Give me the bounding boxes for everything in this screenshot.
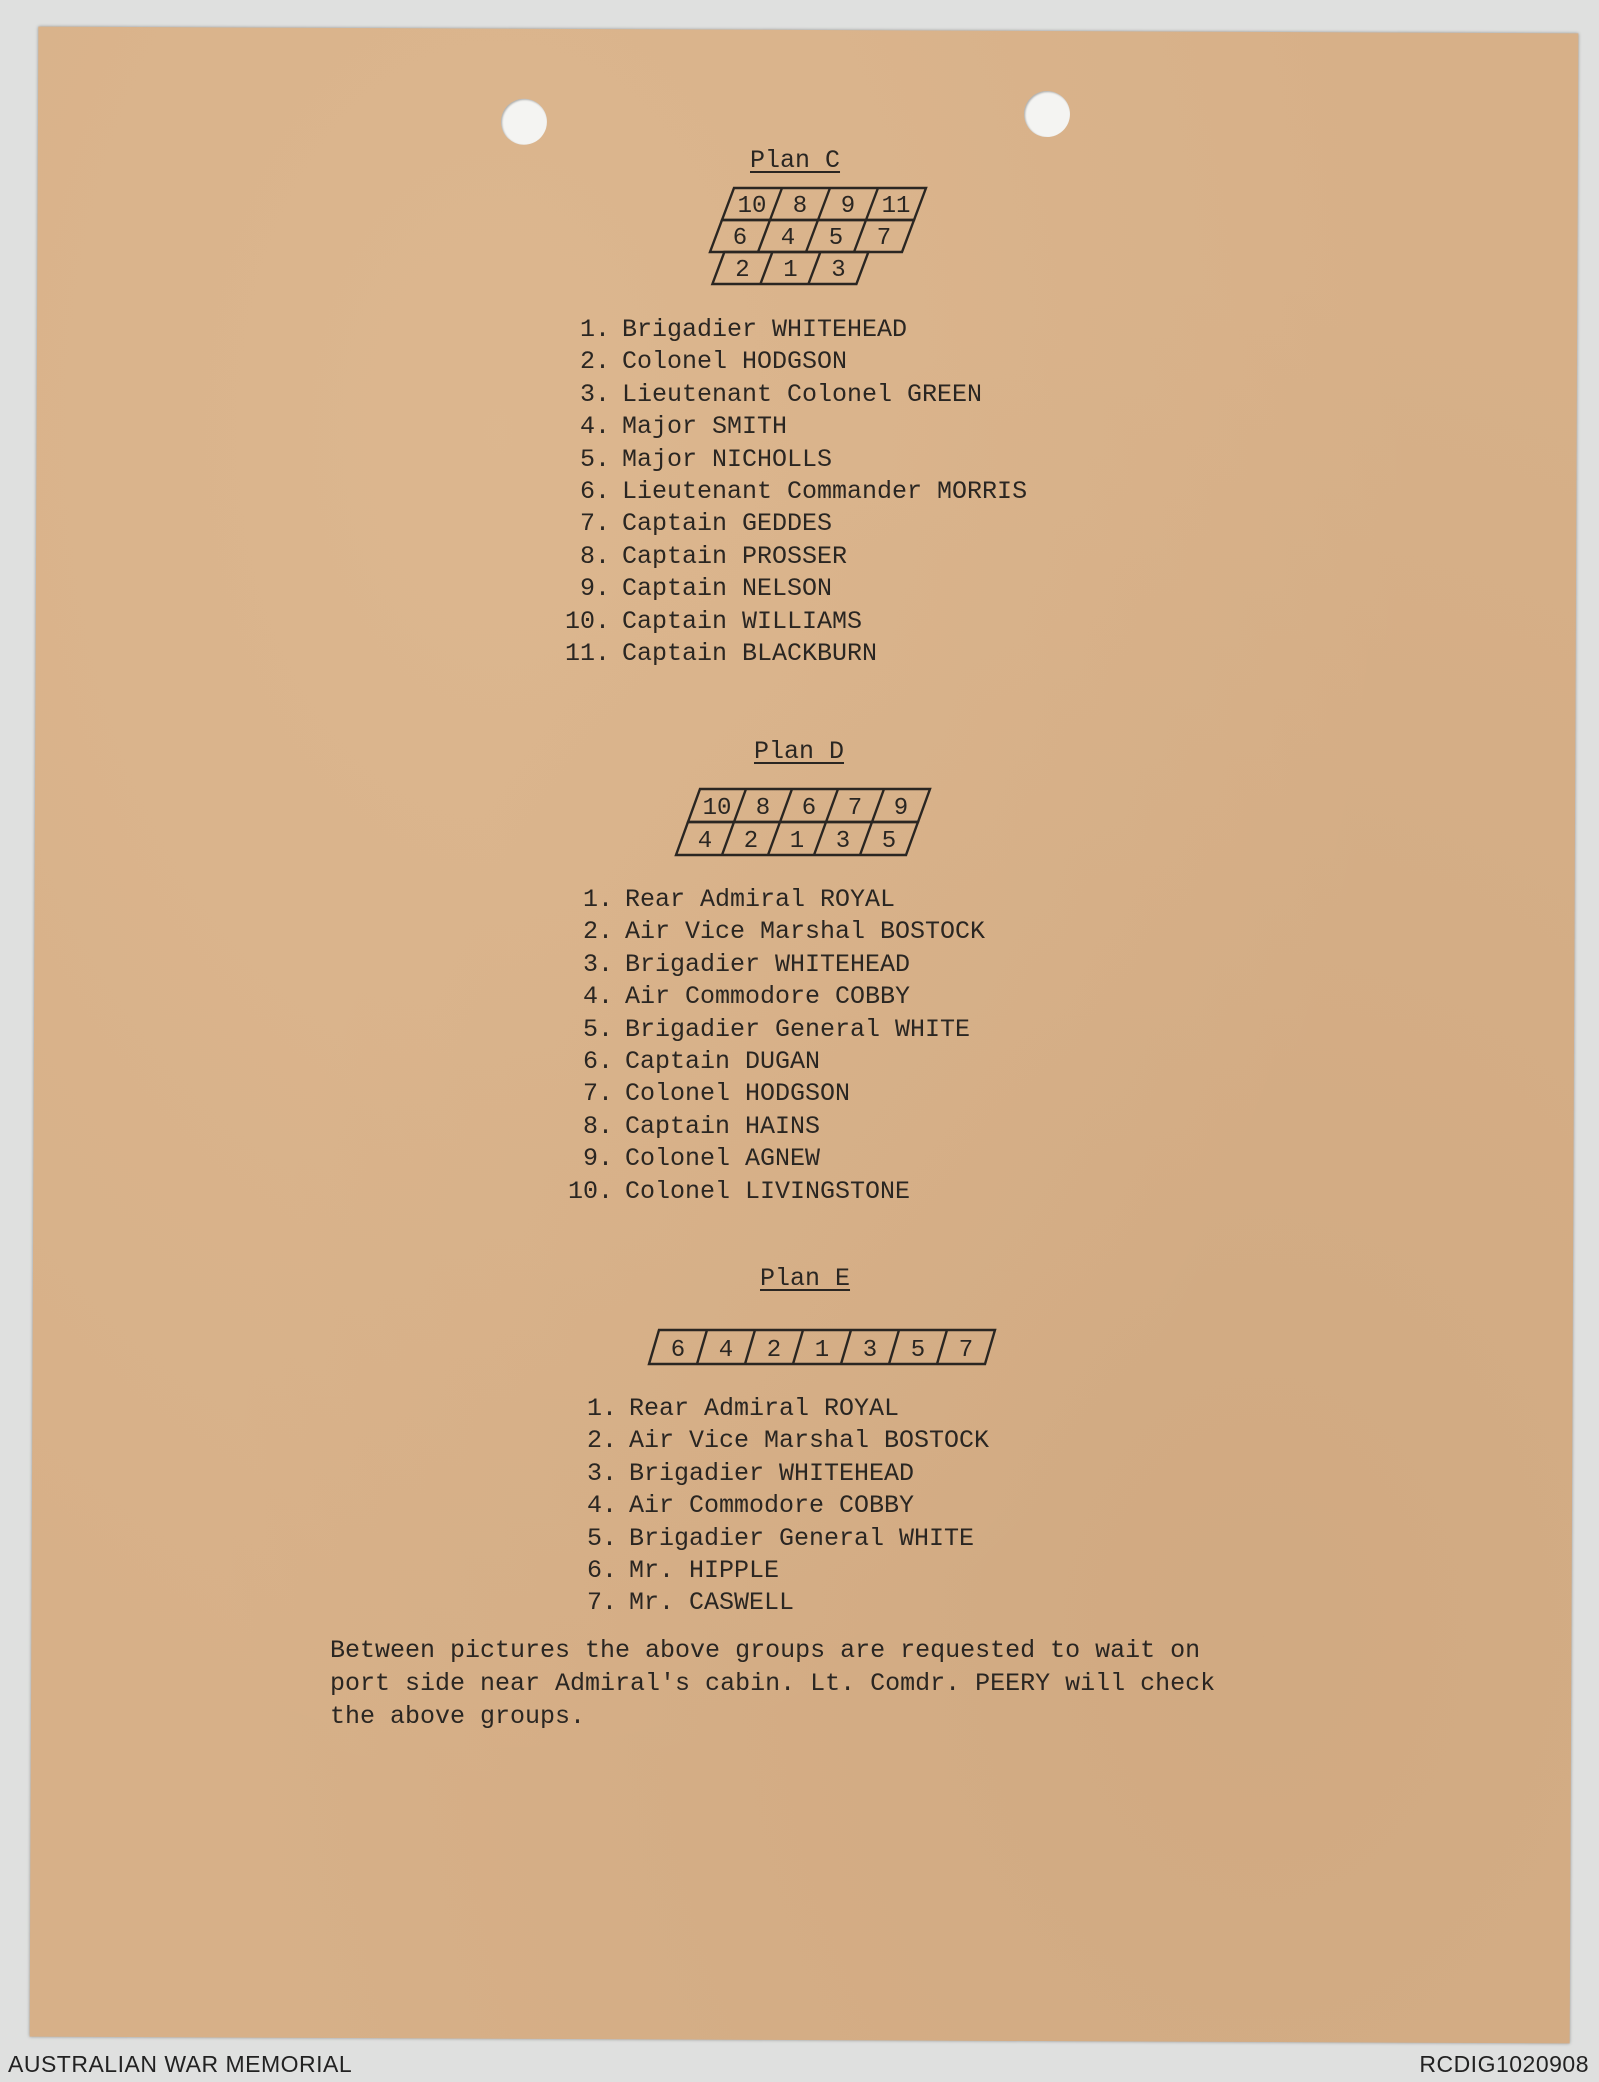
diagram-position-number: 3 — [831, 257, 846, 284]
diagram-position-number: 9 — [840, 193, 856, 220]
list-item — [550, 638, 1027, 670]
list-item-number: 2. — [582, 917, 613, 947]
list-item-text: Brigadier WHITEHEAD — [629, 1458, 915, 1488]
list-item-text: Captain WILLIAMS — [622, 606, 863, 636]
plan-e-list — [557, 1393, 989, 1620]
diagram-cell-divider — [768, 822, 780, 855]
diagram-position-number: 1 — [789, 828, 805, 855]
list-item-text: Air Vice Marshal BOSTOCK — [625, 917, 986, 947]
plan-c-list — [550, 314, 1027, 670]
list-item — [550, 346, 1027, 378]
diagram-position-number: 7 — [847, 795, 863, 822]
list-item — [557, 1523, 989, 1555]
list-item — [550, 444, 1027, 476]
list-item — [550, 573, 1027, 605]
list-item — [553, 916, 985, 948]
diagram-cell-divider — [780, 789, 792, 822]
list-item-text: Captain HAINS — [625, 1111, 821, 1141]
diagram-position-number: 4 — [718, 1337, 734, 1364]
plan-e-heading: Plan E — [760, 1264, 851, 1293]
note-line: the above groups. — [330, 1702, 586, 1731]
diagram-cell-divider — [793, 1330, 803, 1364]
diagram-position-number: 11 — [881, 193, 911, 220]
list-item-number: 5. — [579, 444, 610, 474]
list-item — [557, 1490, 989, 1522]
diagram-position-number: 10 — [737, 193, 767, 220]
diagram-position-number: 9 — [893, 795, 909, 822]
list-item — [557, 1555, 989, 1587]
diagram-cell-divider — [745, 1330, 755, 1364]
diagram-cell-divider — [758, 220, 770, 252]
list-item-text: Major SMITH — [622, 412, 788, 442]
list-item — [553, 884, 985, 916]
plan-d-heading: Plan D — [754, 737, 845, 766]
diagram-position-number: 5 — [881, 828, 897, 855]
list-item — [553, 949, 985, 981]
footer-institution: AUSTRALIAN WAR MEMORIAL — [8, 2051, 353, 2077]
plan-c-heading: Plan C — [750, 146, 841, 175]
list-item-text: Brigadier General WHITE — [629, 1523, 975, 1553]
list-item-text: Rear Admiral ROYAL — [629, 1394, 900, 1423]
diagram-position-number: 10 — [702, 795, 732, 822]
list-item — [557, 1587, 989, 1619]
list-item-number: 4. — [582, 982, 613, 1012]
list-item — [550, 314, 1027, 346]
list-item-number: 10. — [564, 606, 610, 636]
list-item-number: 4. — [579, 412, 610, 442]
list-item-number: 5. — [582, 1014, 613, 1044]
list-item-text: Rear Admiral ROYAL — [625, 885, 896, 914]
list-item-number: 1. — [586, 1394, 617, 1423]
diagram-cell-divider — [841, 1330, 851, 1364]
list-item-number: 4. — [586, 1491, 617, 1521]
list-item-text: Mr. HIPPLE — [629, 1555, 780, 1585]
diagram-position-number: 1 — [814, 1337, 830, 1364]
list-item-text: Colonel AGNEW — [625, 1144, 821, 1174]
diagram-cell-divider — [808, 252, 820, 284]
note-line: port side near Admiral's cabin. Lt. Comdr. PEERY will check — [330, 1669, 1216, 1698]
diagram-position-number: 3 — [835, 828, 851, 855]
list-item-number: 3. — [579, 379, 610, 409]
list-item-text: Air Commodore COBBY — [629, 1491, 915, 1521]
plan_d-diagram-svg — [664, 785, 950, 861]
diagram-cell-divider — [770, 188, 782, 220]
list-item-number: 1. — [582, 885, 613, 914]
list-item-text: Captain PROSSER — [622, 541, 848, 571]
list-item-text: Colonel HODGSON — [625, 1079, 851, 1109]
diagram-cell-divider — [854, 220, 866, 252]
list-item — [550, 606, 1027, 638]
diagram-position-number: 4 — [697, 828, 713, 855]
diagram-cell-divider — [937, 1330, 947, 1364]
list-item — [557, 1458, 989, 1490]
diagram-position-number: 5 — [828, 225, 844, 252]
diagram-position-number: 8 — [755, 795, 771, 822]
list-item — [553, 1078, 985, 1110]
diagram-position-number: 2 — [735, 257, 750, 284]
list-item-text: Brigadier General WHITE — [625, 1014, 971, 1044]
list-item — [553, 1014, 985, 1046]
list-item-text: Captain DUGAN — [625, 1046, 821, 1076]
list-item-number: 6. — [586, 1555, 617, 1585]
list-item — [550, 411, 1027, 443]
diagram-cell-divider — [814, 822, 826, 855]
diagram-cell-divider — [860, 822, 872, 855]
list-item-number: 1. — [579, 315, 610, 344]
list-item-number: 7. — [586, 1588, 617, 1618]
diagram-position-number: 1 — [783, 257, 798, 284]
list-item — [550, 541, 1027, 573]
diagram-cell-divider — [872, 789, 884, 822]
list-item-number: 5. — [586, 1523, 617, 1553]
list-item-text: Brigadier WHITEHEAD — [625, 949, 911, 979]
diagram-position-number: 6 — [801, 795, 817, 822]
list-item-number: 9. — [582, 1144, 613, 1174]
list-item — [553, 1143, 985, 1175]
list-item-text: Major NICHOLLS — [622, 444, 833, 474]
note-line: Between pictures the above groups are requested to wait on — [330, 1636, 1201, 1665]
diagram-position-number: 6 — [732, 225, 748, 252]
list-item — [550, 379, 1027, 411]
list-item-number: 7. — [579, 509, 610, 539]
list-item-number: 9. — [579, 574, 610, 604]
diagram-cell-divider — [889, 1330, 899, 1364]
diagram-cell-divider — [697, 1330, 707, 1364]
diagram-position-number: 2 — [743, 828, 759, 855]
list-item-number: 8. — [582, 1111, 613, 1141]
diagram-cell-divider — [866, 188, 878, 220]
list-item — [553, 1176, 985, 1208]
list-item-number: 3. — [582, 949, 613, 979]
diagram-cell-divider — [818, 188, 830, 220]
list-item-text: Captain GEDDES — [622, 509, 833, 539]
diagram-position-number: 7 — [958, 1337, 974, 1364]
diagram-cell-divider — [734, 789, 746, 822]
list-item-text: Captain BLACKBURN — [622, 638, 878, 668]
plan_e-diagram-svg — [639, 1326, 1015, 1370]
list-item — [557, 1393, 989, 1425]
list-item-number: 3. — [586, 1458, 617, 1488]
list-item-number: 10. — [567, 1176, 613, 1206]
diagram-position-number: 2 — [766, 1337, 782, 1364]
list-item-text: Brigadier WHITEHEAD — [622, 315, 908, 344]
footer-catalogue-id: RCDIG1020908 — [1419, 2051, 1589, 2077]
list-item-number: 2. — [586, 1426, 617, 1456]
list-item-number: 7. — [582, 1079, 613, 1109]
diagram-position-number: 4 — [780, 225, 796, 252]
diagram-position-number: 6 — [670, 1337, 686, 1364]
list-item-text: Colonel HODGSON — [622, 347, 848, 377]
punch-hole-right — [1024, 91, 1070, 137]
diagram-cell-divider — [806, 220, 818, 252]
list-item-number: 6. — [582, 1046, 613, 1076]
diagram-cell-divider — [760, 252, 772, 284]
diagram-position-number: 8 — [792, 193, 808, 220]
diagram-cell-divider — [826, 789, 838, 822]
punch-hole-left — [501, 99, 547, 145]
list-item — [553, 1046, 985, 1078]
list-item-number: 8. — [579, 541, 610, 571]
list-item-text: Colonel LIVINGSTONE — [625, 1176, 911, 1206]
list-item — [553, 1111, 985, 1143]
diagram-cell-divider — [722, 822, 734, 855]
list-item-text: Captain NELSON — [622, 574, 833, 604]
plan_c-diagram-svg — [686, 184, 946, 290]
plan-d-list — [553, 884, 985, 1208]
list-item-number: 6. — [579, 476, 610, 506]
list-item-text: Mr. CASWELL — [629, 1588, 795, 1618]
diagram-position-number: 7 — [876, 225, 892, 252]
list-item-text: Lieutenant Colonel GREEN — [622, 379, 983, 409]
list-item-text: Air Commodore COBBY — [625, 982, 911, 1012]
list-item-number: 11. — [564, 638, 610, 668]
list-item-text: Air Vice Marshal BOSTOCK — [629, 1426, 990, 1456]
list-item-number: 2. — [579, 347, 610, 377]
instruction-note — [330, 1634, 1380, 1733]
diagram-position-number: 3 — [862, 1337, 878, 1364]
list-item — [550, 476, 1027, 508]
list-item — [557, 1425, 989, 1457]
list-item-text: Lieutenant Commander MORRIS — [622, 476, 1028, 506]
list-item — [553, 981, 985, 1013]
list-item — [550, 508, 1027, 540]
diagram-position-number: 5 — [910, 1337, 926, 1364]
